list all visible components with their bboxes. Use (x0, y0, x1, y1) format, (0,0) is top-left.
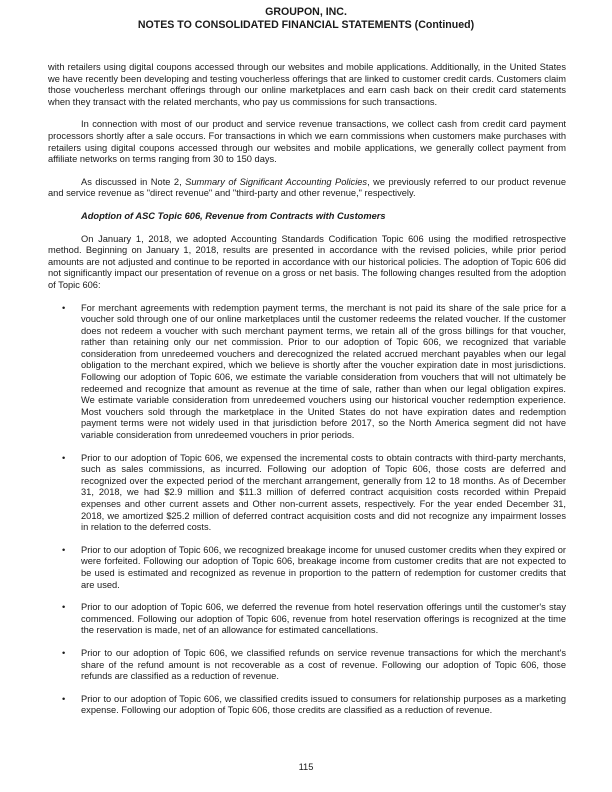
section-heading: Adoption of ASC Topic 606, Revenue from Contracts with Customers (81, 210, 386, 221)
list-item-text: Prior to our adoption of Topic 606, we deferred the revenue from hotel reservation offerings until the customer's stay commenced. Following our adoption of Topic 606, revenue from hotel reservation offerings is recognized at the time the reservation is made, net of an allowance for estimated cancellations. (81, 602, 566, 636)
paragraph-3-text-start: As discussed in Note 2, (81, 176, 186, 187)
document-body (48, 62, 566, 728)
list-item-text: Prior to our adoption of Topic 606, we expensed the incremental costs to obtain contracts with third-party merchants, such as sales commissions, as incurred. Following our adoption of Topic 606, those costs are deferred and recognized over the expected period of the merchant arrangement, generally from 12 to 18 months. As of December 31, 2018, we had $2.9 million and $11.3 million of deferred contract acquisition costs recorded within Prepaid expenses and other current assets and Other non-current assets, respectively. For the year ended December 31, 2018, we amortized $25.2 million of deferred contract acquisition costs and did not recognize any impairment losses in relation to the deferred costs. (81, 452, 566, 533)
paragraph-3-text-end: , we previously referred to our product revenue and service revenue as "direct revenue" and "third-party and other revenue," respectively. (48, 176, 566, 199)
page-title: NOTES TO CONSOLIDATED FINANCIAL STATEMENTS (Continued) (137, 19, 475, 31)
company-name: GROUPON, INC. (265, 6, 347, 18)
list-item (48, 453, 566, 534)
paragraph-4: On January 1, 2018, we adopted Accounting Standards Codification Topic 606 using the modified retrospective method. Beginning on January 1, 2018, results are presented in accordance with the revised policies, while prior period amounts are not adjusted and continue to be reported in accordance with our historical policies. The adoption of Topic 606 did not significantly impact our presentation of revenue on a gross or net basis. The following changes resulted from the adoption of Topic 606: (48, 233, 566, 290)
list-item (48, 648, 566, 683)
list-item (48, 545, 566, 591)
bullet-icon: • (62, 544, 66, 555)
changes-list (48, 303, 566, 717)
page-number: 115 (298, 762, 314, 772)
list-item (48, 303, 566, 442)
bullet-icon: • (62, 602, 66, 613)
paragraph-2: In connection with most of our product and service revenue transactions, we collect cash from credit card payment processors shortly after a sale occurs. For transactions in which we earn commissions when customers make purchases with retailers using digital coupons accessed through our websites and mobile applications, we generally collect payment from affiliate networks on terms ranging from 30 to 150 days. (48, 119, 566, 165)
bullet-icon: • (62, 302, 66, 313)
list-item-text: Prior to our adoption of Topic 606, we classified credits issued to consumers for relationship purposes as a marketing expense. Following our adoption of Topic 606, those credits are classified as a reduction of revenue. (81, 693, 566, 716)
bullet-icon: • (62, 647, 66, 658)
paragraph-1: with retailers using digital coupons accessed through our websites and mobile applications. Additionally, in the United States we have recently been developing and testing voucherless offerings that are linked to customer credit cards. Customers claim those voucherless merchant offerings through our online marketplaces and earn cash back on their credit card statements when they transact with the related merchants, who pay us commissions for such transactions. (48, 62, 566, 107)
bullet-icon: • (62, 693, 66, 704)
bullet-icon: • (62, 452, 66, 463)
list-item-text: For merchant agreements with redemption payment terms, the merchant is not paid its share of the sale price for a voucher sold through one of our online marketplaces until the customer redeems the related voucher. If the customer does not redeem a voucher with such merchant payment terms, we retain all of the gross billings for that voucher, rather than retaining only our net commission. Prior to our adoption of Topic 606, we recognized that variable consideration from unredeemed vouchers and derecognized the related accrued merchant payables when our legal obligation to the merchant expired, which we believe is shortly after the voucher expiration date in most jurisdictions. Following our adoption of Topic 606, we estimate the variable consideration from vouchers that will not ultimately be redeemed and recognize that amount as revenue at the time of sale, rather than when our legal obligation expires. We estimate variable consideration from unredeemed vouchers using our historical voucher redemption experience. Most vouchers sold through the marketplace in the United States do not have expiration dates and redemption payment terms were not widely used in that jurisdiction before 2017, so the North America segment did not have variable consideration from unredeemed vouchers in prior periods. (81, 302, 566, 441)
list-item-text: Prior to our adoption of Topic 606, we recognized breakage income for unused customer credits when they expired or were forfeited. Following our adoption of Topic 606, breakage income from customer credits that are not expected to be used is estimated and recognized as revenue in proportion to the pattern of redemption for customer credits that are used. (81, 544, 566, 590)
list-item (48, 694, 566, 717)
list-item (48, 602, 566, 637)
note-reference: Summary of Significant Accounting Policies (185, 176, 368, 187)
list-item-text: Prior to our adoption of Topic 606, we classified refunds on service revenue transactions for which the merchant's share of the refund amount is not recoverable as a cost of revenue. Following our adoption of Topic 606, those refunds are classified as a reduction of revenue. (81, 647, 566, 682)
page-header (0, 6, 612, 32)
paragraph-3 (48, 177, 566, 200)
